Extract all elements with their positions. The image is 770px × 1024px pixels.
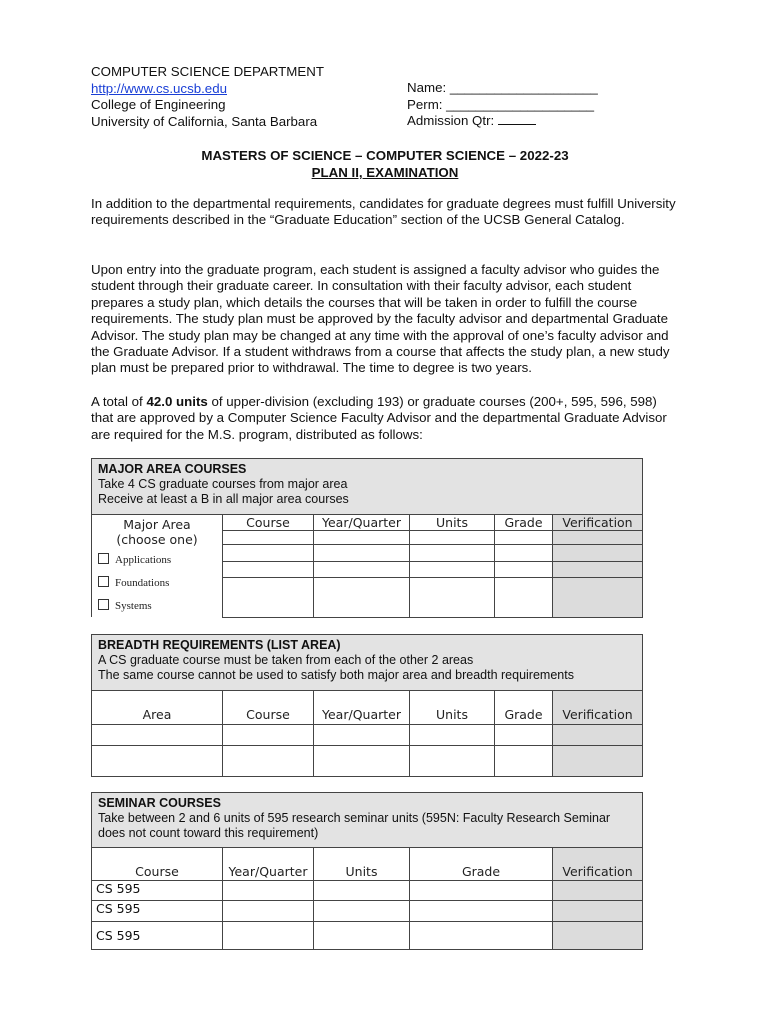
- verification-cell: [553, 746, 643, 777]
- units-cell[interactable]: [314, 922, 410, 950]
- form-title: MASTERS OF SCIENCE – COMPUTER SCIENCE – 2022-23: [201, 148, 569, 163]
- units-paragraph: [91, 394, 681, 443]
- grade-cell[interactable]: [410, 901, 553, 922]
- major-area-header: [92, 459, 643, 515]
- student-info: [407, 80, 598, 130]
- name-field[interactable]: Name: ____________________: [407, 80, 598, 95]
- verification-cell: [553, 545, 643, 561]
- verification-cell: [553, 922, 643, 950]
- year-cell[interactable]: [314, 531, 410, 545]
- systems-checkbox[interactable]: [98, 599, 109, 610]
- seminar-note: Take between 2 and 6 units of 595 research seminar units (595N: Faculty Research Seminar does not count toward this requirement): [98, 811, 611, 840]
- applications-label: Applications: [115, 554, 172, 566]
- col-year-quarter: Year/Quarter: [314, 691, 410, 725]
- admission-qtr-blank[interactable]: [498, 113, 536, 125]
- verification-cell: [553, 531, 643, 545]
- advisor-paragraph: Upon entry into the graduate program, each student is assigned a faculty advisor who guides the student through their graduate career. In consultation with their faculty advisor, each student prepares a study plan, which details the courses that will be taken in order to fulfill the course requirements. The study plan must be approved by the faculty advisor and departmental Graduate Advisor. The study plan may be changed at any time with the approval of one’s faculty advisor and the Graduate Advisor. If a student withdraws from a course that affects the study plan, a new study plan must be prepared prior to withdrawal. The time to degree is two years.: [91, 262, 670, 376]
- units-cell[interactable]: [314, 901, 410, 922]
- breadth-table: [91, 634, 643, 777]
- table-row: [92, 922, 643, 950]
- department-name: COMPUTER SCIENCE DEPARTMENT: [91, 64, 324, 79]
- col-year-quarter: Year/Quarter: [223, 848, 314, 881]
- grade-cell[interactable]: [495, 746, 553, 777]
- university-name: University of California, Santa Barbara: [91, 113, 318, 129]
- department-header: [91, 64, 324, 130]
- course-cell[interactable]: [223, 545, 314, 561]
- units-cell[interactable]: [410, 577, 495, 617]
- col-course: Course: [223, 515, 314, 531]
- col-course: Course: [92, 848, 223, 881]
- seminar-heading: SEMINAR COURSES: [98, 796, 221, 810]
- col-verification: Verification: [553, 848, 643, 881]
- perm-field[interactable]: Perm: ____________________: [407, 96, 595, 112]
- admission-qtr-label: Admission Qtr:: [407, 113, 495, 129]
- grade-cell[interactable]: [410, 881, 553, 901]
- option-applications[interactable]: [92, 553, 222, 576]
- area-cell[interactable]: [92, 725, 223, 746]
- grade-cell[interactable]: [495, 545, 553, 561]
- units-post: of upper-division (excluding 193) or graduate courses (200+, 595, 596, 598) that are approved by a Computer Science Faculty Advisor and the departmental Graduate Advisor are required for the M.S. program, distributed as follows:: [91, 394, 667, 442]
- col-grade: Grade: [495, 691, 553, 725]
- year-cell[interactable]: [223, 922, 314, 950]
- option-foundations[interactable]: [92, 576, 222, 599]
- breadth-note-1: A CS graduate course must be taken from each of the other 2 areas: [98, 653, 474, 667]
- col-verification: Verification: [553, 691, 643, 725]
- col-units: Units: [410, 691, 495, 725]
- breadth-header: [92, 635, 643, 691]
- seminar-course-cell: CS 595: [92, 901, 223, 922]
- year-cell[interactable]: [223, 901, 314, 922]
- year-cell[interactable]: [314, 561, 410, 577]
- col-major-area-choose: (choose one): [116, 532, 198, 547]
- year-cell[interactable]: [314, 725, 410, 746]
- major-area-table: [91, 458, 643, 618]
- grade-cell[interactable]: [410, 922, 553, 950]
- foundations-label: Foundations: [115, 577, 170, 589]
- area-cell[interactable]: [92, 746, 223, 777]
- col-units: Units: [410, 515, 495, 531]
- foundations-checkbox[interactable]: [98, 576, 109, 587]
- units-cell[interactable]: [410, 545, 495, 561]
- table-row: [92, 725, 643, 746]
- year-cell[interactable]: [314, 545, 410, 561]
- college-name: College of Engineering: [91, 97, 226, 113]
- major-area-options: [92, 553, 222, 617]
- col-grade: Grade: [410, 848, 553, 881]
- units-pre: A total of: [91, 394, 147, 409]
- form-subtitle: PLAN II, EXAMINATION: [311, 165, 459, 180]
- units-total: 42.0 units: [146, 394, 208, 409]
- breadth-note-2: The same course cannot be used to satisfy both major area and breadth requirements: [98, 668, 574, 682]
- units-cell[interactable]: [410, 746, 495, 777]
- units-cell[interactable]: [410, 531, 495, 545]
- course-cell[interactable]: [223, 561, 314, 577]
- admission-qtr-field[interactable]: [407, 113, 598, 130]
- seminar-course-cell: CS 595: [92, 881, 223, 901]
- verification-cell: [553, 901, 643, 922]
- applications-checkbox[interactable]: [98, 553, 109, 564]
- intro-paragraph: In addition to the departmental requirements, candidates for graduate degrees must fulfill University requirements described in the “Graduate Education” section of the UCSB General Catalog.: [91, 196, 676, 228]
- col-verification: Verification: [553, 515, 643, 531]
- department-url-link[interactable]: http://www.cs.ucsb.edu: [91, 80, 227, 96]
- course-cell[interactable]: [223, 746, 314, 777]
- units-cell[interactable]: [410, 725, 495, 746]
- verification-cell: [553, 881, 643, 901]
- table-row: [92, 746, 643, 777]
- option-systems[interactable]: [92, 599, 222, 617]
- course-cell[interactable]: [223, 531, 314, 545]
- table-row: [92, 901, 643, 922]
- course-cell[interactable]: [223, 725, 314, 746]
- breadth-heading: BREADTH REQUIREMENTS (LIST AREA): [98, 638, 341, 652]
- major-area-note-1: Take 4 CS graduate courses from major area: [98, 477, 348, 491]
- units-cell[interactable]: [410, 561, 495, 577]
- verification-cell: [553, 577, 643, 617]
- verification-cell: [553, 561, 643, 577]
- table-row: [92, 881, 643, 901]
- col-grade: Grade: [495, 515, 553, 531]
- grade-cell[interactable]: [495, 577, 553, 617]
- units-cell[interactable]: [314, 881, 410, 901]
- col-area: Area: [92, 691, 223, 725]
- seminar-table: [91, 792, 643, 950]
- col-course: Course: [223, 691, 314, 725]
- seminar-course-cell: CS 595: [92, 922, 223, 950]
- col-major-area: Major Area: [123, 517, 191, 532]
- major-area-note-2: Receive at least a B in all major area courses: [98, 492, 349, 506]
- course-cell[interactable]: [223, 577, 314, 617]
- grade-cell[interactable]: [495, 725, 553, 746]
- major-area-choice-cell: [92, 515, 223, 618]
- year-cell[interactable]: [314, 746, 410, 777]
- col-year-quarter: Year/Quarter: [314, 515, 410, 531]
- col-units: Units: [314, 848, 410, 881]
- systems-label: Systems: [115, 600, 152, 612]
- verification-cell: [553, 725, 643, 746]
- year-cell[interactable]: [223, 881, 314, 901]
- grade-cell[interactable]: [495, 561, 553, 577]
- grade-cell[interactable]: [495, 531, 553, 545]
- major-area-heading: MAJOR AREA COURSES: [98, 462, 247, 476]
- year-cell[interactable]: [314, 577, 410, 617]
- seminar-header: [92, 793, 643, 848]
